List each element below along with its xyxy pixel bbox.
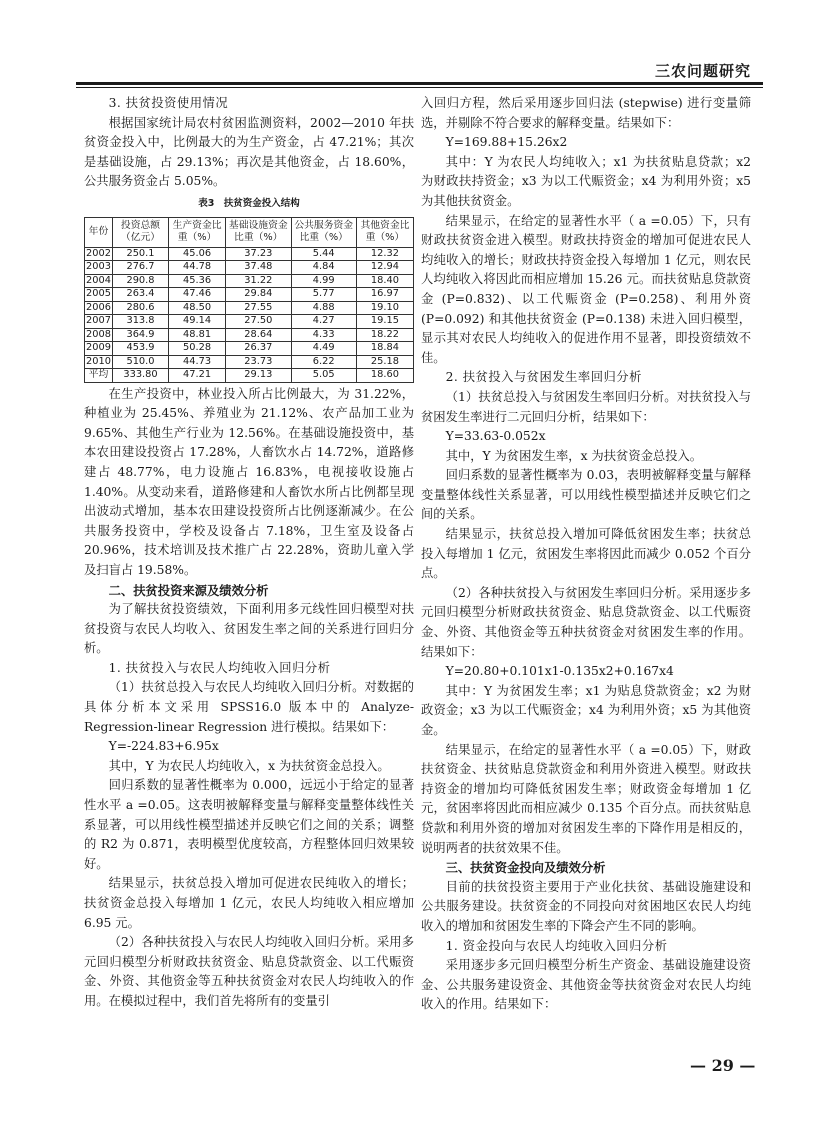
paragraph-poverty-1: （1）扶贫总投入与贫困发生率回归分析。对扶贫投入与贫困发生率进行二元回归分析，结果如下：: [421, 389, 751, 424]
table-cell: 48.50: [169, 301, 226, 315]
table-cell: 47.21: [169, 369, 226, 383]
equation-3-definition: 其中，Y 为贫困发生率，x 为扶贫资金总投入。: [445, 448, 703, 463]
equation-2-result: 结果显示，在给定的显著性水平（ a =0.05）下，只有财政扶贫资金进入模型。财政扶持资金的增加可促进农民人均纯收入的增长；财政扶持资金投入每增加 1 亿元，则农民人均纯收入将因此而相应增加 15.26 元。而扶贫贴息贷款资金 (P=0.832)、以工代赈资金 (P=0.258)、利用外资 (P=0.092) 和其他扶贫资金 (P=0.138) 未进入回归模型，显示其对农民人均纯收入的促进作用不显著，即投资绩效不佳。: [421, 213, 751, 365]
equation-4: Y=20.80+0.101x1-0.135x2+0.167x4: [445, 664, 674, 679]
table-cell: 49.14: [169, 315, 226, 329]
table-cell: 276.7: [112, 261, 168, 275]
equation-2-definition: 其中：Y 为农民人均纯收入；x1 为扶贫贴息贷款；x2 为财政扶持资金；x3 为以工代赈资金；x4 为利用外资；x5 为其他扶贫资金。: [421, 154, 751, 208]
table-cell: 29.84: [226, 288, 291, 302]
table-row: [85, 342, 414, 356]
table-cell: 280.6: [112, 301, 168, 315]
paragraph-usage: 根据国家统计局农村贫困监测资料，2002—2010 年扶贫资金投入中，比例最大的为生产资金，占 47.21%；其次是基础设施，占 29.13%；再次是其他资金，占 18.60%，公共服务资金占 5.05%。: [84, 115, 414, 189]
paragraph-income-2: （2）各种扶贫投入与农民人均纯收入回归分析。采用多元回归模型分析财政扶贫资金、贴息贷款资金、以工代赈资金、外资、其他资金等五种扶贫资金对农民人均纯收入的作用。在模拟过程中，我们首先将所有的变量引: [84, 935, 414, 1008]
table-cell: 16.97: [356, 288, 413, 302]
table-cell: 23.73: [226, 355, 291, 369]
paragraph-direction: 目前的扶贫投资主要用于产业化扶贫、基础设施建设和公共服务建设。扶贫资金的不同投向对贫困地区农民人均纯收入的增加和贫困发生率的下降会产生不同的影响。: [421, 879, 751, 933]
table-cell: 44.78: [169, 261, 226, 275]
table-cell: 2003: [86, 261, 111, 273]
table-cell: 48.81: [169, 328, 226, 342]
table-header-cell: 年份: [85, 217, 113, 247]
paragraph-continued: 入回归方程，然后采用逐步回归法 (stepwise) 进行变量筛选，并剔除不符合要求的解释变量。结果如下：: [421, 96, 751, 130]
table-cell: 27.55: [226, 301, 291, 315]
table-caption: 表3 扶贫资金投入结构: [198, 197, 300, 209]
table-cell: 25.18: [356, 355, 413, 369]
table-cell: 6.22: [291, 355, 356, 369]
table-header-cell: 基础设施资金比重（%）: [226, 217, 291, 247]
table-cell: 28.64: [226, 328, 291, 342]
equation-4-definition: 其中：Y 为贫困发生率；x1 为贴息贷款资金；x2 为财政资金；x3 为以工代赈资金；x4 为利用外资；x5 为其他资金。: [421, 683, 751, 737]
investment-structure-table: [84, 217, 414, 383]
table-row: [85, 355, 414, 369]
table-cell: 5.05: [291, 369, 356, 383]
table-cell: 2002: [86, 247, 111, 259]
table-cell: 4.27: [291, 315, 356, 329]
table-cell: 18.60: [356, 369, 413, 383]
paragraph-poverty-2: （2）各种扶贫投入与贫困发生率回归分析。采用逐步多元回归模型分析财政扶贫资金、贴息贷款资金、以工代赈资金、外资、其他资金等五种扶贫资金对贫困发生率的作用。结果如下：: [421, 585, 751, 659]
equation-3-significance: 回归系数的显著性概率为 0.03，表明被解释变量与解释变量整体线性关系显著，可以用线性模型描述并反映它们之间的关系。: [421, 468, 751, 522]
table-cell: 2010: [86, 355, 111, 367]
paragraph-production: 在生产投资中，林业投入所占比例最大，为 31.22%，种植业为 25.45%、养殖业为 21.12%、农产品加工业为 9.65%、其他生产行业为 12.56%。在基础设施投资中，基本农田建设投资占 17.28%，人畜饮水占 14.72%，道路修建占 48.77%，电力设施占 16.83%，电视接收设施占 1.40%。从变动来看，道路修建和人畜饮水所占比例都呈现出波动式增加，基本农田建设投资所占比例逐渐减少。在公共服务投资中，学校及设备占 7.18%，卫生室及设备占 20.96%，技术培训及技术推广占 22.28%，资助儿童入学及扫盲占 19.58%。: [84, 386, 414, 577]
header-rule-thin: [76, 87, 763, 88]
journal-section-title: 三农问题研究: [654, 62, 751, 80]
table-header-cell: 生产资金比重（%）: [169, 217, 226, 247]
table-cell: 4.99: [291, 274, 356, 288]
table-cell: 4.49: [291, 342, 356, 356]
table-cell: 2006: [86, 301, 111, 313]
table-cell: 18.84: [356, 342, 413, 356]
table-cell: 44.73: [169, 355, 226, 369]
table-cell: 4.88: [291, 301, 356, 315]
table-row: [85, 369, 414, 383]
table-row: [85, 274, 414, 288]
section-heading-source: 二、扶贫投资来源及绩效分析: [108, 582, 269, 598]
table-cell: 45.36: [169, 274, 226, 288]
table-cell: 18.40: [356, 274, 413, 288]
subsection-heading-direction: 1. 资金投向与农民人均纯收入回归分析: [445, 938, 668, 953]
table-cell: 47.46: [169, 288, 226, 302]
table-cell: 2004: [86, 274, 111, 286]
equation-3: Y=33.63-0.052x: [445, 429, 546, 444]
table-row: [85, 301, 414, 315]
table-cell: 5.77: [291, 288, 356, 302]
table-row: [85, 247, 414, 261]
equation-1: Y=-224.83+6.95x: [108, 739, 219, 754]
table-cell: 19.10: [356, 301, 413, 315]
table-cell: 250.1: [112, 247, 168, 261]
table-cell: 50.28: [169, 342, 226, 356]
table-row: [85, 261, 414, 275]
table-cell: 45.06: [169, 247, 226, 261]
paragraph-income-1: （1）扶贫总投入与农民人均纯收入回归分析。对数据的具体分析本文采用 SPSS16.0 版本中的 Analyze-Regression-linear Regression 进行模拟。结果如下：: [84, 680, 414, 734]
table-cell: 2008: [86, 328, 111, 340]
table-cell: 37.23: [226, 247, 291, 261]
section-heading-usage: 3. 扶贫投资使用情况: [108, 96, 229, 110]
table-cell: 2009: [86, 342, 111, 354]
left-column: [84, 94, 414, 1012]
table-cell: 290.8: [112, 274, 168, 288]
table-cell: 453.9: [112, 342, 168, 356]
equation-2: Y=169.88+15.26x2: [445, 135, 568, 150]
table-header-cell: 投资总额（亿元）: [112, 217, 168, 247]
table-cell: 333.80: [112, 369, 168, 383]
equation-3-result: 结果显示，扶贫总投入增加可降低贫困发生率；扶贫总投入每增加 1 亿元，贫困发生率将因此而减少 0.052 个百分点。: [421, 527, 751, 581]
paragraph-direction-2: 采用逐步多元回归模型分析生产资金、基础设施建设资金、公共服务建设资金、其他资金等扶贫资金对农民人均纯收入的作用。结果如下：: [421, 958, 751, 1012]
table-header-cell: 其他资金比重（%）: [356, 217, 413, 247]
table-cell: 平均: [85, 369, 113, 383]
table-cell: 12.32: [356, 247, 413, 261]
table-cell: 510.0: [112, 355, 168, 369]
subsection-heading-poverty: 2. 扶贫投入与贫困发生率回归分析: [445, 370, 642, 385]
equation-1-significance: 回归系数的显著性概率为 0.000，远远小于给定的显著性水平 a =0.05。这表明被解释变量与解释变量整体线性关系显著，可以用线性模型描述并反映它们之间的关系；调整的 R2 为 0.871，表明模型优度较高，方程整体回归效果较好。: [84, 778, 414, 871]
table-cell: 27.50: [226, 315, 291, 329]
table-cell: 364.9: [112, 328, 168, 342]
table-row: [85, 288, 414, 302]
paragraph-intro: 为了解扶贫投资绩效，下面利用多元线性回归模型对扶贫投资与农民人均收入、贫困发生率之间的关系进行回归分析。: [84, 602, 414, 656]
equation-1-result: 结果显示，扶贫总投入增加可促进农民纯收入的增长；扶贫资金总投入每增加 1 亿元，农民人均纯收入相应增加 6.95 元。: [84, 876, 414, 930]
table-row: [85, 315, 414, 329]
table-cell: 263.4: [112, 288, 168, 302]
subsection-heading-income: 1. 扶贫投入与农民人均纯收入回归分析: [108, 660, 331, 675]
table-cell: 313.8: [112, 315, 168, 329]
table-cell: 26.37: [226, 342, 291, 356]
table-cell: 4.84: [291, 261, 356, 275]
table-header-row: [85, 217, 414, 247]
table-cell: 2005: [86, 288, 111, 300]
table-cell: 4.33: [291, 328, 356, 342]
right-column: [421, 94, 751, 1015]
table-cell: 18.22: [356, 328, 413, 342]
table-cell: 37.48: [226, 261, 291, 275]
equation-1-definition: 其中，Y 为农民人均纯收入，x 为扶贫资金总投入。: [108, 758, 390, 773]
page-number: — 29 —: [690, 1056, 756, 1075]
table-cell: 29.13: [226, 369, 291, 383]
table-cell: 2007: [86, 315, 111, 327]
section-heading-direction: 三、扶贫资金投向及绩效分析: [445, 860, 606, 876]
header-rule: [76, 82, 763, 85]
table-cell: 5.44: [291, 247, 356, 261]
table-body: [85, 247, 414, 382]
table-row: [85, 328, 414, 342]
table-cell: 31.22: [226, 274, 291, 288]
table-cell: 19.15: [356, 315, 413, 329]
table-header-cell: 公共服务资金比重（%）: [291, 217, 356, 247]
table-cell: 12.94: [356, 261, 413, 275]
equation-4-result: 结果显示，在给定的显著性水平（ a =0.05）下，财政扶贫资金、扶贫贴息贷款资金和利用外资进入模型。财政扶持资金的增加均可降低贫困发生率；财政资金每增加 1 亿元，贫困率将因此而相应减少 0.135 个百分点。而扶贫贴息贷款和利用外资的增加对贫困发生率的下降作用是相反的，说明两者的扶贫效果不佳。: [421, 742, 751, 855]
